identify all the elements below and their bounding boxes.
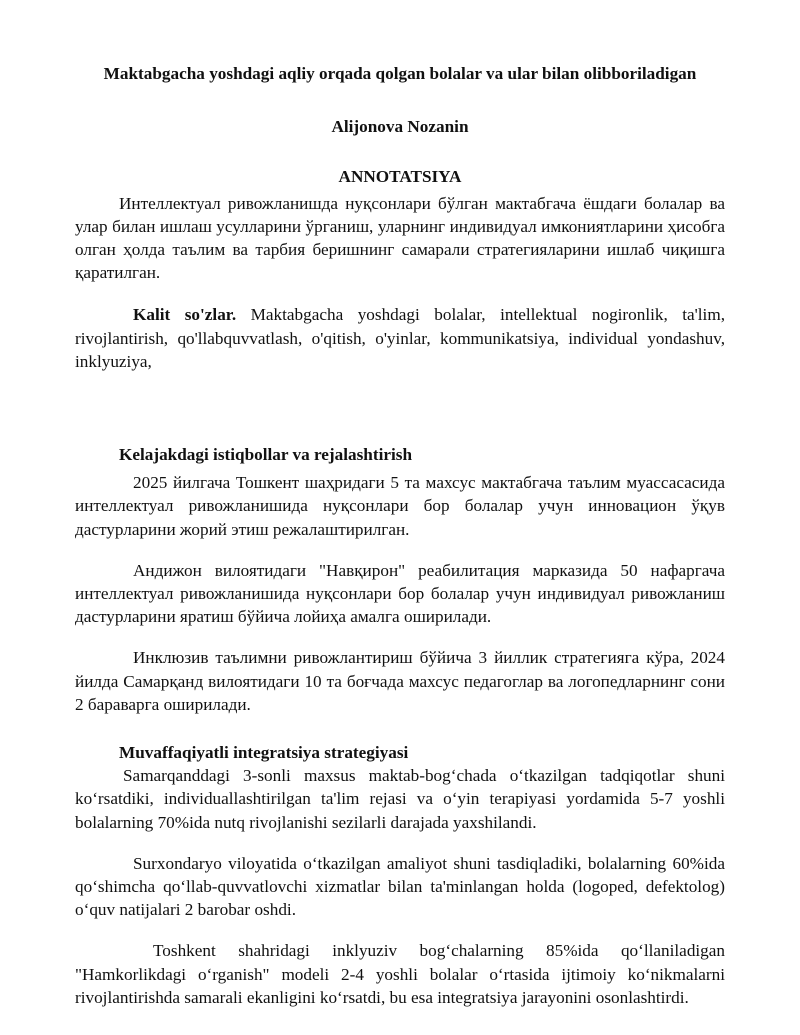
keywords-text: Maktabgacha yoshdagi bolalar, intellektual nogironlik, ta'lim, rivojlantirish, qo'llabquvvatlash, o'qitish, o'yinlar, kommunikatsiya, individual yondashuv, inklyuziya,: [75, 305, 725, 371]
section-1-paragraph-2: Андижон вилоятидаги "Навқирон" реабилитация марказида 50 нафаргача интеллектуал ривожланишида нуқсонлари бор болалар учун индивидуал ривожланиш дастурларини яратиш бўйича лойиҳа амалга оширилади.: [75, 560, 725, 627]
section-heading-future-plans: Kelajakdagi istiqbollar va rejalashtirish: [119, 445, 413, 465]
section-2-paragraph-3: Toshkent shahridagi inklyuziv bog‘chalarning 85%ida qo‘llaniladigan "Hamkorlikdagi o‘rganish" modeli 2-4 yoshli bolalar o‘rtasida ijtimoiy ko‘nikmalarni rivojlantirishda samarali ekanligini ko‘rsatdi, bu esa integratsiya jarayonini osonlashtirdi.: [75, 941, 725, 1007]
annotation-heading: ANNOTATSIYA: [338, 167, 462, 187]
section-1-paragraph-1: 2025 йилгача Тошкент шаҳридаги 5 та махсус мактабгача таълим муассасасида интеллектуал ривожланишида нуқсонлари бор болалар учун инновацион ўқув дастурларини жорий этиш режалаштирилган.: [75, 473, 725, 539]
author-name: Alijonova Nozanin: [331, 117, 469, 137]
section-1-paragraph-3: Инклюзив таълимни ривожлантириш бўйича 3 йиллик стратегияга кўра, 2024 йилда Самарқанд вилоятидаги 10 та боғчада махсус педагоглар ва логопедларнинг сони 2 бараварга оширилади.: [75, 648, 725, 714]
section-2-paragraph-2: Surxondaryo viloyatida o‘tkazilgan amaliyot shuni tasdiqladiki, bolalarning 60%ida qo‘shimcha qo‘llab-quvvatlovchi xizmatlar bilan ta'minlangan holda (logoped, defektolog) o‘quv natijalari 2 barobar oshdi.: [75, 853, 725, 920]
section-2-paragraph-1: Samarqanddagi 3-sonli maxsus maktab-bog‘chada o‘tkazilgan tadqiqotlar shuni ko‘rsatdiki, individuallashtirilgan ta'lim rejasi va o‘yin terapiyasi yordamida 5-7 yoshli bolalarning 70%ida nutq rivojlanishi sezilarli darajada yaxshilandi.: [75, 766, 725, 832]
section-heading-integration-strategy: Muvaffaqiyatli integratsiya strategiyasi: [119, 743, 409, 763]
annotation-text: Интеллектуал ривожланишда нуқсонлари бўлган мактабгача ёшдаги болалар ва улар билан ишлаш усулларини ўрганиш, уларнинг индивидуал имкониятларини ҳисобга олган ҳолда таълим ва тарбия беришнинг самарали стратегияларини ишлаб чиқишга қаратилган.: [75, 193, 725, 283]
keywords-label: Kalit so'zlar.: [133, 305, 237, 325]
document-title: Maktabgacha yoshdagi aqliy orqada qolgan bolalar va ular bilan olibboriladigan: [103, 64, 697, 83]
keywords-paragraph: [75, 303, 725, 373]
